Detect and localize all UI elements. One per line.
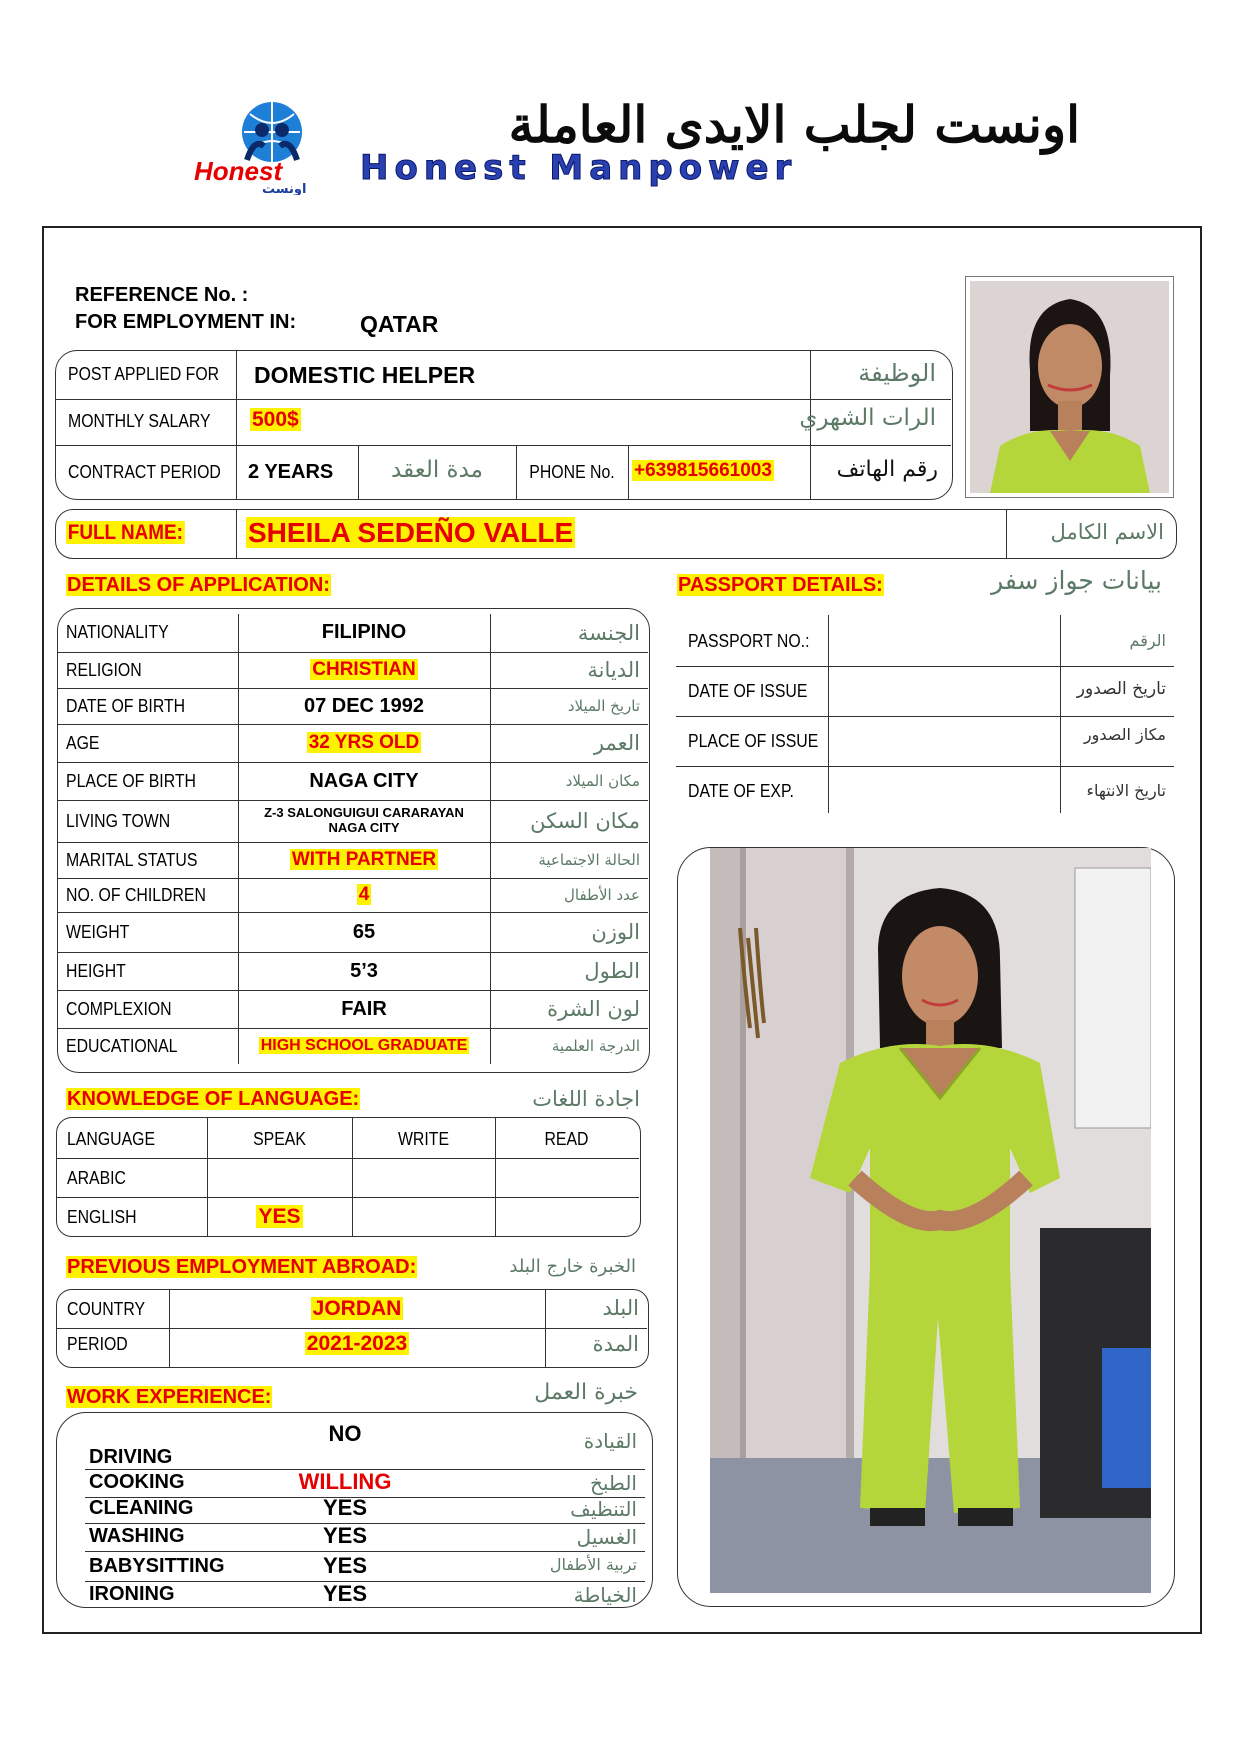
reference-label: REFERENCE No. : xyxy=(75,284,249,306)
details-row-label xyxy=(58,990,238,1028)
details-row-value xyxy=(238,688,490,724)
country-value: JORDAN xyxy=(312,1297,402,1320)
details-label-text: NATIONALITY xyxy=(66,622,169,643)
work-label: BABYSITTING xyxy=(89,1555,225,1577)
company-name-arabic: اونست لجلب الايدى العاملة xyxy=(508,95,1080,154)
portrait-photo xyxy=(970,281,1169,493)
work-value: NO xyxy=(328,1421,362,1446)
work-arabic: الخياطة xyxy=(573,1583,637,1607)
details-table xyxy=(58,614,648,1064)
work-value: YES xyxy=(322,1553,368,1578)
work-arabic: الطبخ xyxy=(589,1471,637,1495)
work-rows xyxy=(85,1413,645,1609)
details-arabic-text: الجنسة xyxy=(577,620,640,645)
details-value-text: HIGH SCHOOL GRADUATE xyxy=(260,1037,468,1055)
previous-arabic-title: الخبرة خارج البلد xyxy=(509,1256,636,1277)
details-arabic-text: الوزن xyxy=(591,920,640,944)
details-row xyxy=(58,1028,648,1064)
details-row xyxy=(58,878,648,912)
period-label: PERIOD xyxy=(67,1334,128,1354)
language-header: LANGUAGE xyxy=(67,1129,156,1149)
details-arabic-text: العمر xyxy=(593,731,640,755)
passport-arabic-title: بيانات جواز سفر xyxy=(991,566,1162,595)
details-value-text: 4 xyxy=(358,884,370,905)
full-name-arabic: الاسم الكامل xyxy=(1050,520,1164,544)
details-arabic-text: لون الشرة xyxy=(547,997,640,1021)
details-row-label xyxy=(58,952,238,990)
details-row-arabic xyxy=(490,724,648,762)
details-box xyxy=(57,608,650,1073)
previous-box xyxy=(56,1289,649,1368)
company-logo xyxy=(192,100,332,195)
details-label-text: HEIGHT xyxy=(66,960,126,981)
details-label-text: COMPLEXION xyxy=(66,998,172,1019)
work-row xyxy=(85,1421,645,1470)
details-arabic-text: الدرجة العلمية xyxy=(551,1036,640,1055)
work-arabic: القيادة xyxy=(583,1429,637,1453)
portrait-frame xyxy=(965,276,1174,498)
details-label-text: EDUCATIONAL xyxy=(66,1035,178,1056)
details-value-text: 07 DEC 1992 xyxy=(303,694,425,717)
work-row xyxy=(85,1553,645,1582)
details-row xyxy=(58,688,648,724)
work-label: IRONING xyxy=(89,1583,175,1605)
details-row xyxy=(58,652,648,688)
full-name-box xyxy=(55,509,1177,559)
details-value-text: 65 xyxy=(352,920,376,943)
post-value: DOMESTIC HELPER xyxy=(254,362,476,388)
period-value: 2021-2023 xyxy=(306,1332,408,1355)
details-row-label xyxy=(58,800,238,842)
language-title: KNOWLEDGE OF LANGUAGE: xyxy=(67,1088,360,1110)
details-row-value xyxy=(238,878,490,912)
details-row-arabic xyxy=(490,614,648,652)
details-arabic-text: مكان الميلاد xyxy=(565,771,640,790)
full-name-label: FULL NAME: xyxy=(67,521,183,544)
details-row-arabic xyxy=(490,842,648,878)
details-row-arabic xyxy=(490,912,648,952)
details-row-label xyxy=(58,688,238,724)
details-row-arabic xyxy=(490,878,648,912)
details-row-value xyxy=(238,652,490,688)
details-row-arabic xyxy=(490,952,648,990)
contract-arabic: مدة العقد xyxy=(391,457,483,483)
period-arabic: المدة xyxy=(592,1332,639,1356)
details-value-text: WITH PARTNER xyxy=(291,849,437,870)
full-photo-frame xyxy=(677,847,1175,1607)
details-value-text: FAIR xyxy=(341,997,387,1020)
salary-label: MONTHLY SALARY xyxy=(68,411,211,431)
language-box xyxy=(56,1117,641,1237)
details-row-value xyxy=(238,614,490,652)
work-row xyxy=(85,1581,645,1609)
contract-label: CONTRACT PERIOD xyxy=(68,462,221,482)
details-row xyxy=(58,800,648,842)
passport-title: PASSPORT DETAILS: xyxy=(678,574,883,596)
details-label-text: MARITAL STATUS xyxy=(66,849,198,870)
previous-title: PREVIOUS EMPLOYMENT ABROAD: xyxy=(67,1256,417,1278)
contract-value: 2 YEARS xyxy=(248,461,334,483)
phone-arabic: رقم الهاتف xyxy=(836,457,938,482)
salary-value: 500$ xyxy=(252,408,299,431)
details-arabic-text: مكان السكن xyxy=(530,809,640,833)
work-arabic: التنظيف xyxy=(570,1497,637,1521)
details-value-text: CHRISTIAN xyxy=(312,659,416,680)
details-row-value xyxy=(238,1028,490,1064)
details-row-label xyxy=(58,762,238,800)
employment-country: QATAR xyxy=(360,311,439,337)
language-arabic: ARABIC xyxy=(67,1168,126,1188)
country-arabic: البلد xyxy=(602,1296,639,1320)
details-value-text: FILIPINO xyxy=(321,621,407,644)
details-arabic-text: الحالة الاجتماعية xyxy=(538,850,640,869)
work-title: WORK EXPERIENCE: xyxy=(67,1386,272,1408)
details-label-text: WEIGHT xyxy=(66,921,130,942)
details-label-text: RELIGION xyxy=(66,659,142,680)
post-info-box xyxy=(55,350,953,500)
work-row xyxy=(85,1469,645,1498)
details-label-text: LIVING TOWN xyxy=(66,810,171,831)
details-label-text: NO. OF CHILDREN xyxy=(66,884,206,905)
details-title: DETAILS OF APPLICATION: xyxy=(67,574,330,596)
work-box xyxy=(56,1412,653,1608)
post-label: POST APPLIED FOR xyxy=(68,364,220,384)
employment-label: FOR EMPLOYMENT IN: xyxy=(75,311,297,333)
details-value-text: Z-3 SALONGUIGUI CARARAYAN NAGA CITY xyxy=(264,804,464,836)
details-row-label xyxy=(58,878,238,912)
details-arabic-text: تاريخ الميلاد xyxy=(567,696,640,715)
details-row-arabic xyxy=(490,762,648,800)
details-arabic-text: الديانة xyxy=(587,658,640,682)
issue-date-label: DATE OF ISSUE xyxy=(688,681,808,701)
details-row-value xyxy=(238,912,490,952)
details-row-arabic xyxy=(490,990,648,1028)
issue-place-arabic: مكاز الصدور xyxy=(1083,725,1166,744)
details-row-label xyxy=(58,724,238,762)
details-row-arabic xyxy=(490,800,648,842)
phone-label: PHONE No. xyxy=(529,462,615,482)
post-arabic: الوظيفة xyxy=(858,359,936,387)
salary-arabic: الرات الشهري xyxy=(799,405,936,431)
work-value: YES xyxy=(322,1581,368,1606)
details-arabic-text: عدد الأطفال xyxy=(564,885,640,904)
work-label: WASHING xyxy=(89,1525,185,1547)
svg-text:اونست: اونست xyxy=(262,182,307,195)
details-value-text: 32 YRS OLD xyxy=(308,732,420,753)
language-english: ENGLISH xyxy=(67,1207,137,1227)
details-row xyxy=(58,842,648,878)
expiry-label: DATE OF EXP. xyxy=(688,781,794,801)
details-row-value xyxy=(238,952,490,990)
details-value-text: NAGA CITY xyxy=(309,769,419,792)
details-row xyxy=(58,762,648,800)
details-row-value xyxy=(238,990,490,1028)
company-name-english: Honest Manpower xyxy=(360,148,798,188)
details-row-label xyxy=(58,842,238,878)
passport-no-label: PASSPORT NO.: xyxy=(688,631,810,651)
details-row-value xyxy=(238,842,490,878)
full-length-photo xyxy=(710,848,1151,1593)
details-row xyxy=(58,912,648,952)
work-value: YES xyxy=(322,1523,368,1548)
expiry-arabic: تاريخ الانتهاء xyxy=(1086,781,1166,800)
details-row-arabic xyxy=(490,688,648,724)
details-row-arabic xyxy=(490,652,648,688)
issue-date-arabic: تاريخ الصدور xyxy=(1076,679,1166,699)
work-value: YES xyxy=(322,1495,368,1520)
work-value: WILLING xyxy=(298,1469,392,1494)
details-row xyxy=(58,990,648,1028)
speak-header: SPEAK xyxy=(253,1129,306,1149)
details-row-value xyxy=(238,762,490,800)
work-arabic: تربية الأطفال xyxy=(549,1555,637,1574)
full-name-value: SHEILA SEDEÑO VALLE xyxy=(248,517,574,548)
details-label-text: AGE xyxy=(66,732,100,753)
work-arabic-title: خبرة العمل xyxy=(534,1380,638,1405)
issue-place-label: PLACE OF ISSUE xyxy=(688,731,819,751)
work-arabic: الغسيل xyxy=(576,1525,637,1549)
work-label: DRIVING xyxy=(89,1446,173,1468)
details-row-arabic xyxy=(490,1028,648,1064)
details-label-text: PLACE OF BIRTH xyxy=(66,770,196,791)
read-header: READ xyxy=(544,1129,589,1149)
details-row-value xyxy=(238,724,490,762)
details-value-text: 5’3 xyxy=(350,959,378,982)
details-row-value xyxy=(238,800,490,842)
details-arabic-text: الطول xyxy=(584,959,640,983)
details-row xyxy=(58,614,648,652)
work-row xyxy=(85,1523,645,1552)
details-row-label xyxy=(58,1028,238,1064)
passport-no-arabic: الرقم xyxy=(1129,631,1166,650)
write-header: WRITE xyxy=(397,1129,450,1149)
svg-text:Honest: Honest xyxy=(194,156,283,186)
work-row xyxy=(85,1495,645,1524)
details-row xyxy=(58,952,648,990)
details-row-label xyxy=(58,614,238,652)
phone-value: +639815661003 xyxy=(634,460,772,481)
details-row-label xyxy=(58,912,238,952)
passport-grid xyxy=(676,615,1174,813)
details-label-text: DATE OF BIRTH xyxy=(66,695,186,716)
details-row xyxy=(58,724,648,762)
language-arabic-title: اجادة اللغات xyxy=(532,1087,640,1111)
details-row-label xyxy=(58,652,238,688)
work-label: CLEANING xyxy=(89,1497,194,1519)
work-label: COOKING xyxy=(89,1471,185,1493)
english-speak: YES xyxy=(258,1205,301,1228)
country-label: COUNTRY xyxy=(67,1299,146,1319)
